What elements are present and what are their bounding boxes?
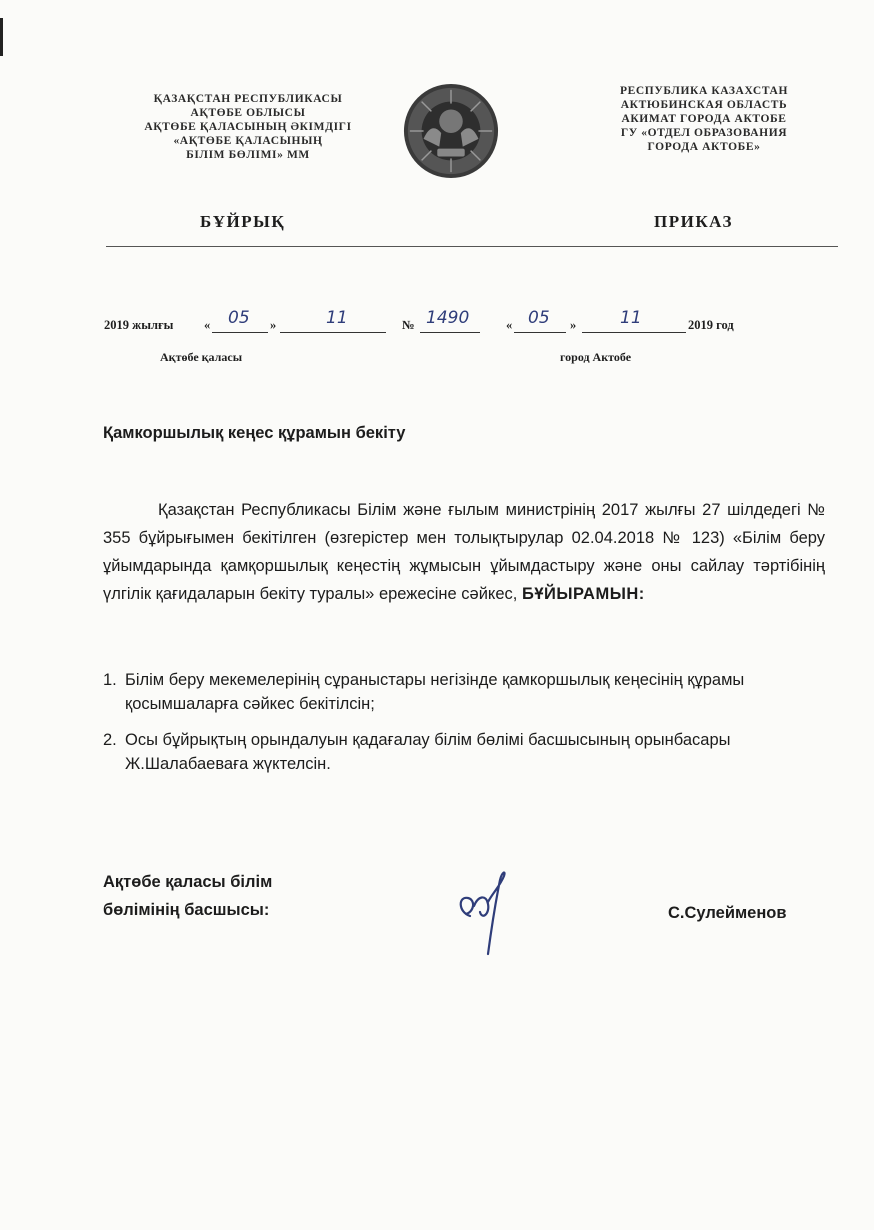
signatory-name: С.Сулейменов [668, 904, 787, 922]
quote-close: » [270, 318, 277, 332]
signatory-title-line: бөлімінің басшысы: [103, 901, 270, 919]
handwritten-signature-icon [452, 866, 522, 958]
month-kz: 11 [326, 308, 348, 328]
item-text: Осы бұйрықтың орындалуын қадағалау білім бөлімі басшысының орынбасары Ж.Шалабаеваға жүктелсін. [125, 731, 731, 773]
quote-close: » [570, 318, 577, 332]
order-title-kz: БҰЙРЫҚ [200, 212, 286, 231]
signatory-title-line: Ақтөбе қаласы білім [103, 873, 273, 891]
quote-open: « [204, 318, 211, 332]
order-items [103, 668, 823, 788]
order-subject: Қамкоршылық кеңес құрамын бекіту [103, 424, 406, 442]
header-kz-line: АҚТӨБЕ ҚАЛАСЫНЫҢ ӘКІМДІГІ [144, 121, 352, 133]
month-kz-blank [280, 332, 386, 333]
order-number: 1490 [426, 308, 470, 328]
header-ru-line: АКИМАТ ГОРОДА АКТОБЕ [621, 113, 787, 125]
header-ru-line: АКТЮБИНСКАЯ ОБЛАСТЬ [620, 99, 788, 111]
year-ru: 2019 год [688, 318, 734, 332]
body-paragraph [103, 496, 825, 608]
number-blank [420, 332, 480, 333]
state-emblem-icon [402, 82, 500, 180]
day-kz: 05 [228, 308, 250, 328]
header-ru-line: ГУ «ОТДЕЛ ОБРАЗОВАНИЯ [620, 127, 788, 139]
item-text: Білім беру мекемелерінің сұраныстары негізінде қамкоршылық кеңесінің құрамы қосымшаларға сәйкес бекітілсін; [125, 671, 745, 713]
header-kz-line: ҚАЗАҚСТАН РЕСПУБЛИКАСЫ [153, 93, 343, 105]
city-kz: Ақтөбе қаласы [160, 350, 243, 364]
order-dateline [104, 308, 764, 336]
header-kz-line: «АҚТӨБЕ ҚАЛАСЫНЫҢ [173, 135, 323, 147]
day-ru-blank [514, 332, 566, 333]
year-kz: 2019 жылғы [104, 318, 174, 332]
number-label: № [402, 318, 415, 332]
header-kz [112, 92, 384, 162]
item-number: 2. [103, 731, 117, 749]
header-ru-line: ГОРОДА АКТОБЕ» [647, 141, 761, 153]
header-kz-line: АҚТӨБЕ ОБЛЫСЫ [190, 107, 306, 119]
header-divider [106, 246, 838, 247]
body-text: Қазақстан Республикасы Білім және ғылым министрінің 2017 жылғы 27 шілдедегі № 355 бұйрығымен бекітілген (өзгерістер мен толықтырулар 02.04.2018 № 123) «Білім беру ұйымдарында қамқоршылық кеңестің жұмысын ұйымдастыру және оны сайлау тәртібінің үлгілік қағидаларын бекіту туралы» ережесіне сәйкес, [103, 501, 825, 603]
header-kz-line: БІЛІМ БӨЛІМІ» ММ [186, 149, 310, 161]
header-ru-line: РЕСПУБЛИКА КАЗАХСТАН [620, 85, 788, 97]
day-kz-blank [212, 332, 268, 333]
signatory-title [103, 868, 272, 924]
city-ru: город Актобе [560, 350, 632, 364]
month-ru-blank [582, 332, 686, 333]
scan-edge-mark [0, 18, 3, 56]
order-word: БҰЙЫРАМЫН: [521, 585, 645, 603]
day-ru: 05 [528, 308, 550, 328]
item-number: 1. [103, 671, 117, 689]
list-item [103, 728, 823, 776]
header-ru [570, 84, 838, 154]
list-item [103, 668, 823, 716]
month-ru: 11 [620, 308, 642, 328]
quote-open: « [506, 318, 513, 332]
order-title-ru: ПРИКАЗ [654, 212, 733, 231]
